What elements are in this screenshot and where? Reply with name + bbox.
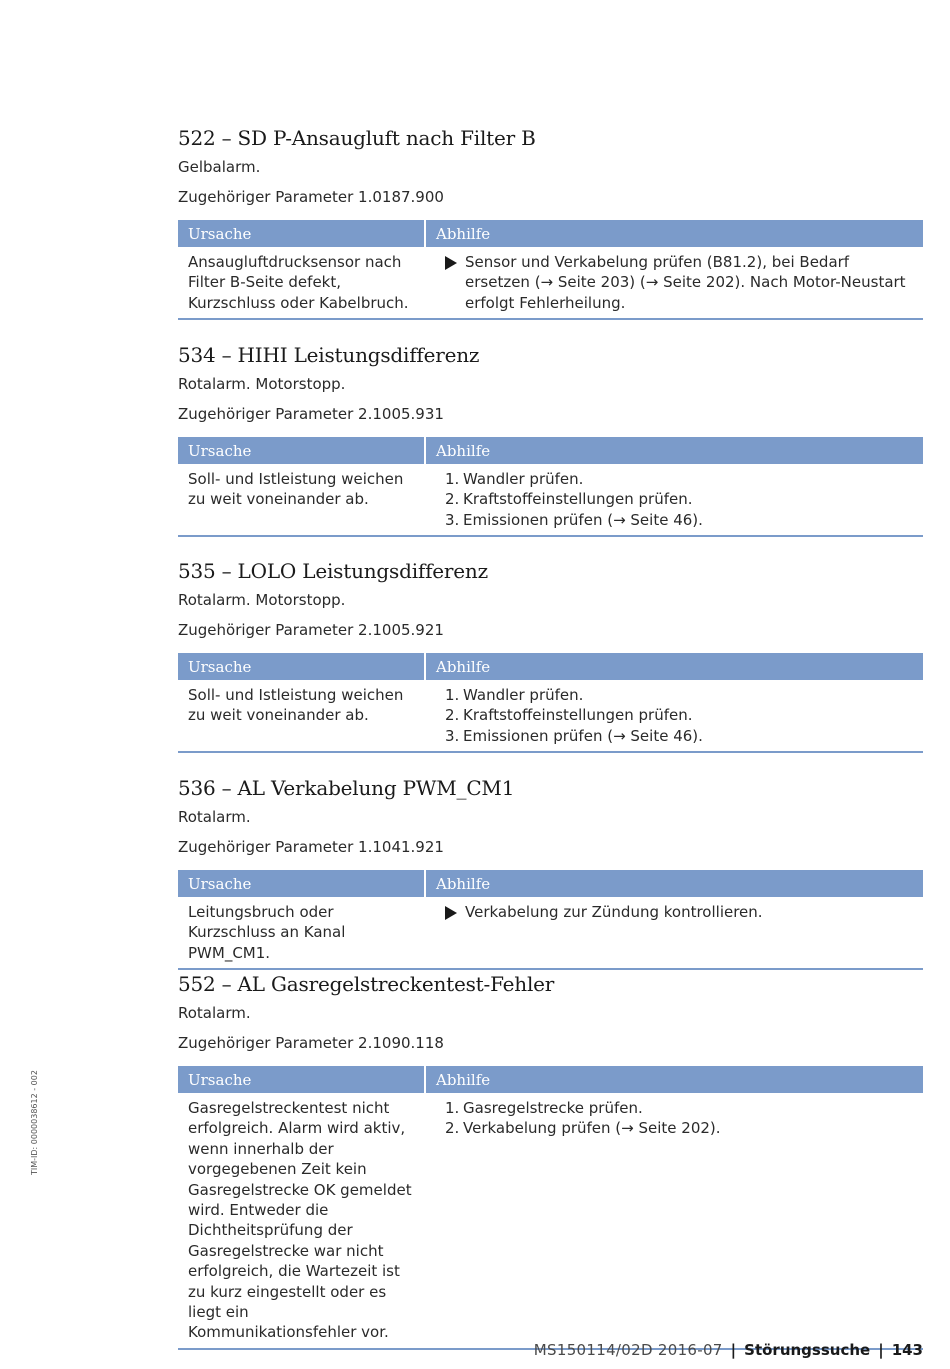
header-remedy: Abhilfe bbox=[425, 653, 923, 680]
cause-cell: Soll- und Istleistung weichen zu weit voneinander ab. bbox=[178, 680, 425, 752]
fault-table bbox=[178, 1066, 923, 1350]
footer-separator: | bbox=[878, 1341, 884, 1359]
alarm-type: Rotalarm. Motorstopp. bbox=[178, 375, 346, 393]
section-522 bbox=[178, 126, 923, 320]
header-remedy: Abhilfe bbox=[425, 437, 923, 464]
related-parameter: Zugehöriger Parameter 2.1005.921 bbox=[178, 621, 444, 639]
list-item: 2. Kraftstoffeinstellungen prüfen. bbox=[445, 706, 693, 725]
list-item: 1. Wandler prüfen. bbox=[445, 686, 584, 704]
header-cause: Ursache bbox=[178, 437, 425, 464]
header-cause: Ursache bbox=[178, 870, 425, 897]
page-footer bbox=[534, 1340, 923, 1360]
fault-table bbox=[178, 653, 923, 753]
alarm-type: Rotalarm. bbox=[178, 808, 251, 826]
action-item: Verkabelung zur Zündung kontrollieren. bbox=[445, 902, 913, 922]
related-parameter: Zugehöriger Parameter 2.1090.118 bbox=[178, 1034, 444, 1052]
fault-table bbox=[178, 870, 923, 970]
action-arrow-icon bbox=[445, 256, 457, 270]
step-list bbox=[445, 1098, 913, 1139]
alarm-type: Gelbalarm. bbox=[178, 158, 261, 176]
list-item: 1. Gasregelstrecke prüfen. bbox=[445, 1099, 643, 1117]
remedy-cell bbox=[425, 464, 923, 536]
document-tim-id: TIM-ID: 0000038612 - 002 bbox=[30, 1070, 39, 1175]
section-title: 552 – AL Gasregelstreckentest-Fehler bbox=[178, 972, 555, 996]
section-534 bbox=[178, 343, 923, 537]
list-item: 3. Emissionen prüfen (→ Seite 46). bbox=[445, 510, 703, 529]
remedy-cell bbox=[425, 897, 923, 969]
section-title: 535 – LOLO Leistungsdifferenz bbox=[178, 559, 488, 583]
footer-chapter: Störungssuche bbox=[744, 1341, 871, 1359]
header-cause: Ursache bbox=[178, 220, 425, 247]
section-title: 536 – AL Verkabelung PWM_CM1 bbox=[178, 776, 515, 800]
list-item: 3. Emissionen prüfen (→ Seite 46). bbox=[445, 726, 703, 745]
action-arrow-icon bbox=[445, 906, 457, 920]
action-item: Sensor und Verkabelung prüfen (B81.2), bei Bedarf ersetzen (→ Seite 203) (→ Seite 202). Nach Motor-Neustart erfolgt Fehlerheilung. bbox=[445, 252, 913, 313]
list-item: 1. Wandler prüfen. bbox=[445, 470, 584, 488]
related-parameter: Zugehöriger Parameter 2.1005.931 bbox=[178, 405, 444, 423]
alarm-type: Rotalarm. Motorstopp. bbox=[178, 591, 346, 609]
remedy-cell bbox=[425, 680, 923, 752]
cause-cell: Gasregelstreckentest nicht erfolgreich. Alarm wird aktiv, wenn innerhalb der vorgegebenen Zeit kein Gasregelstrecke OK gemeldet wird. Entweder die Dichtheitsprüfung der Gasregelstrecke war nicht erfolgreich, die Wartezeit ist zu kurz eingestellt oder es liegt ein Kommunikationsfehler vor. bbox=[178, 1093, 425, 1349]
cause-cell: Ansaugluftdrucksensor nach Filter B-Seite defekt, Kurzschluss oder Kabelbruch. bbox=[178, 247, 425, 319]
section-536 bbox=[178, 776, 923, 970]
remedy-cell bbox=[425, 247, 923, 319]
list-item: 2. Kraftstoffeinstellungen prüfen. bbox=[445, 490, 693, 509]
section-535 bbox=[178, 559, 923, 753]
section-552 bbox=[178, 972, 923, 1350]
step-list bbox=[445, 469, 913, 530]
fault-table bbox=[178, 220, 923, 320]
header-remedy: Abhilfe bbox=[425, 1066, 923, 1093]
section-title: 522 – SD P-Ansaugluft nach Filter B bbox=[178, 126, 536, 150]
header-remedy: Abhilfe bbox=[425, 220, 923, 247]
fault-table bbox=[178, 437, 923, 537]
header-remedy: Abhilfe bbox=[425, 870, 923, 897]
cause-cell: Soll- und Istleistung weichen zu weit voneinander ab. bbox=[178, 464, 425, 536]
section-title: 534 – HIHI Leistungsdifferenz bbox=[178, 343, 480, 367]
footer-separator: | bbox=[730, 1341, 737, 1359]
alarm-type: Rotalarm. bbox=[178, 1004, 251, 1022]
footer-document-number: MS150114/02D 2016-07 bbox=[533, 1341, 723, 1359]
remedy-cell bbox=[425, 1093, 923, 1349]
footer-page-number: 143 bbox=[891, 1341, 923, 1359]
related-parameter: Zugehöriger Parameter 1.1041.921 bbox=[178, 838, 444, 856]
cause-cell: Leitungsbruch oder Kurzschluss an Kanal PWM_CM1. bbox=[178, 897, 425, 969]
step-list bbox=[445, 685, 913, 746]
header-cause: Ursache bbox=[178, 1066, 425, 1093]
list-item: 2. Verkabelung prüfen (→ Seite 202). bbox=[445, 1119, 721, 1138]
related-parameter: Zugehöriger Parameter 1.0187.900 bbox=[178, 188, 444, 206]
header-cause: Ursache bbox=[178, 653, 425, 680]
